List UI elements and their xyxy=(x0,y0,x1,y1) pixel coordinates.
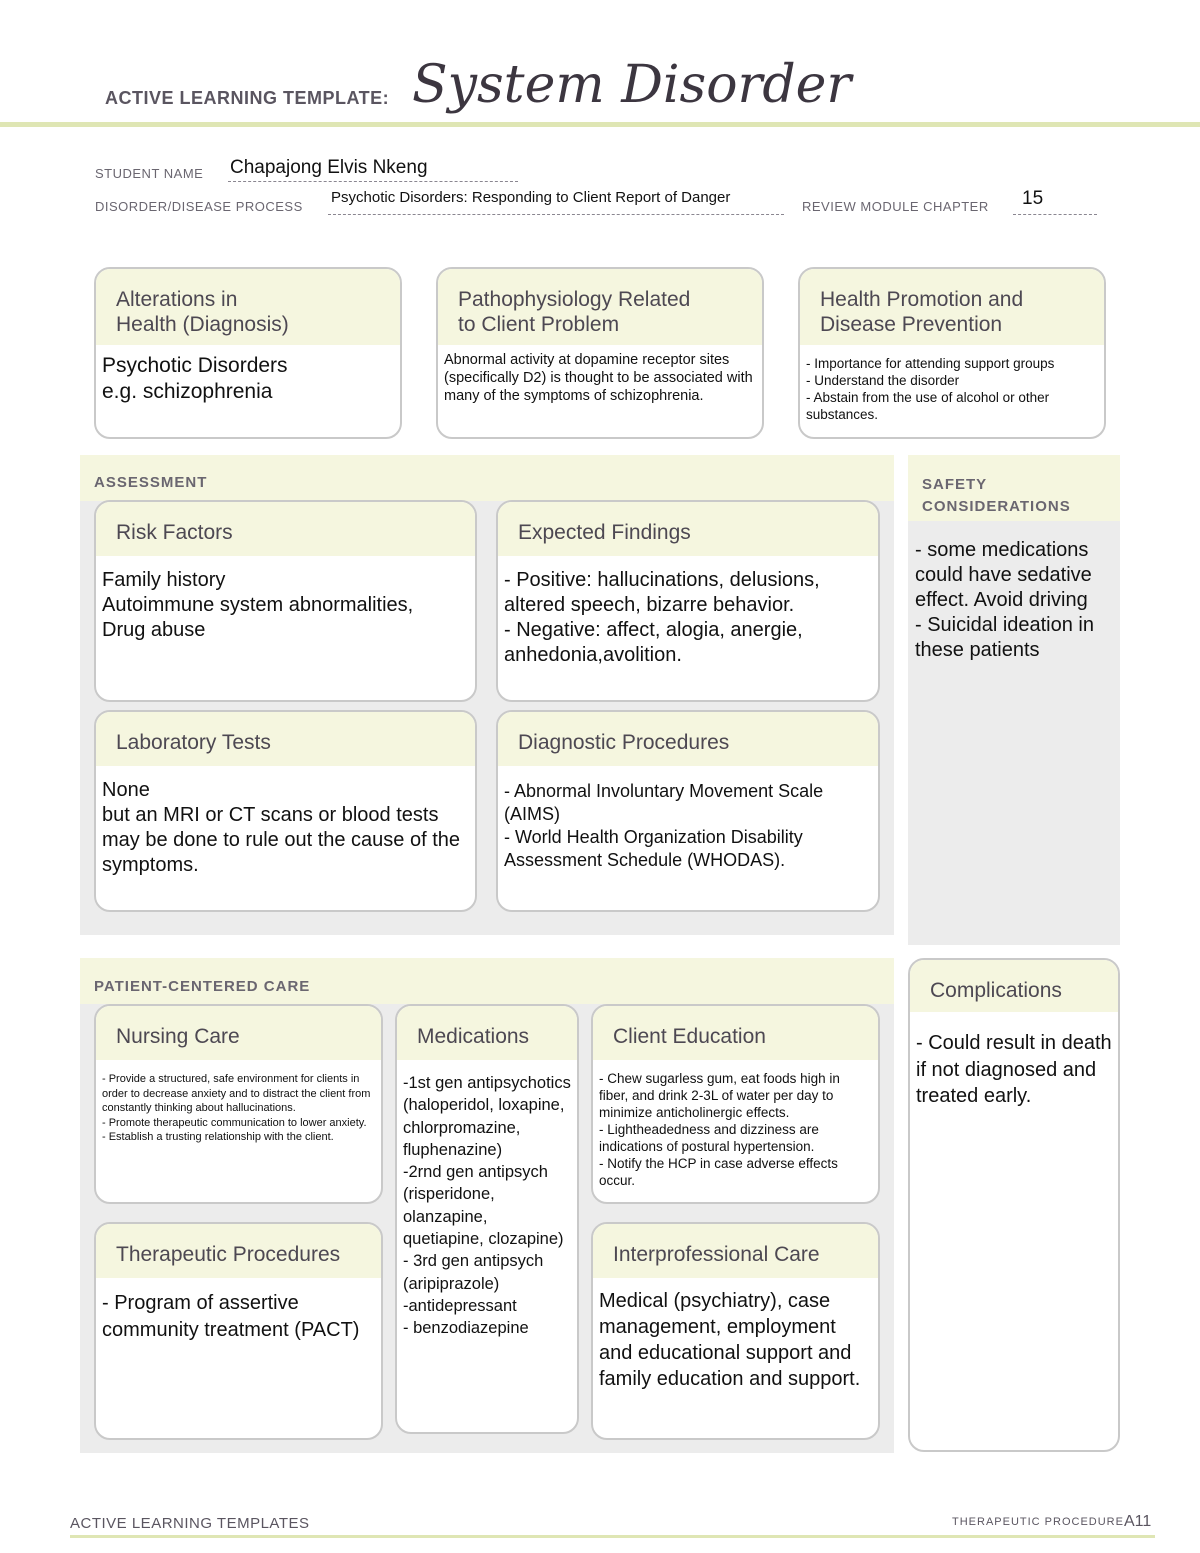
diagnostic-procedures-card xyxy=(496,710,880,912)
safety-heading: SAFETY CONSIDERATIONS xyxy=(922,476,1071,515)
diagnostic-procedures-title: Diagnostic Procedures xyxy=(498,712,878,766)
disorder-label: DISORDER/DISEASE PROCESS xyxy=(95,199,303,214)
medications-body[interactable]: -1st gen antipsychotics (haloperidol, loxapine, chlorpromazine, fluphenazine) -2rnd gen antipsych (risperidone, olanzapine, quetiapine, clozapine) - 3rd gen antipsych (aripiprazole) -antidepressant - benzodiazepine xyxy=(403,1074,571,1338)
assessment-heading: ASSESSMENT xyxy=(94,474,208,491)
safety-panel xyxy=(908,455,1120,945)
risk-factors-body[interactable]: Family history Autoimmune system abnormalities, Drug abuse xyxy=(102,569,414,641)
alterations-title: Alterations in Health (Diagnosis) xyxy=(96,269,400,345)
complications-title: Complications xyxy=(910,960,1118,1012)
therapeutic-procedures-card xyxy=(94,1222,383,1440)
client-education-title: Client Education xyxy=(593,1006,878,1060)
health-promotion-card xyxy=(798,267,1106,439)
student-name-label: STUDENT NAME xyxy=(95,166,204,181)
alterations-card xyxy=(94,267,402,439)
template-label: ACTIVE LEARNING TEMPLATE: xyxy=(105,88,390,108)
complications-card xyxy=(908,958,1120,1452)
patient-centered-care-heading: PATIENT-CENTERED CARE xyxy=(94,978,311,995)
risk-factors-title: Risk Factors xyxy=(96,502,475,556)
disorder-underline xyxy=(328,214,784,215)
header-rule xyxy=(0,122,1200,127)
interprofessional-care-title: Interprofessional Care xyxy=(593,1224,878,1278)
risk-factors-card xyxy=(94,500,477,702)
medications-title: Medications xyxy=(397,1006,577,1060)
laboratory-tests-card xyxy=(94,710,477,912)
alterations-body[interactable]: Psychotic Disorders e.g. schizophrenia xyxy=(102,354,288,403)
health-promotion-body[interactable]: - Importance for attending support groups - Understand the disorder - Abstain from the use of alcohol or other substances. xyxy=(806,356,1055,422)
client-education-body[interactable]: - Chew sugarless gum, eat foods high in fiber, and drink 2-3L of water per day to minimize anticholinergic effects. - Lightheadedness and dizziness are indications of postural hypertension. - Notify the HCP in case adverse effects occur. xyxy=(599,1071,840,1188)
therapeutic-procedures-title: Therapeutic Procedures xyxy=(96,1224,381,1278)
interprofessional-care-card xyxy=(591,1222,880,1440)
template-title: System Disorder xyxy=(412,55,852,115)
safety-body[interactable]: - some medications could have sedative effect. Avoid driving - Suicidal ideation in these patients xyxy=(915,539,1094,661)
student-name-underline xyxy=(228,181,518,182)
laboratory-tests-body[interactable]: None but an MRI or CT scans or blood tests may be done to rule out the cause of the symptoms. xyxy=(102,779,461,876)
chapter-label: REVIEW MODULE CHAPTER xyxy=(802,199,989,214)
nursing-care-body[interactable]: - Provide a structured, safe environment for clients in order to decrease anxiety and to distract the client from constantly thinking about hallucinations. - Promote therapeutic communication to lower anxiety. - Establish a trusting relationship with the client. xyxy=(102,1073,371,1143)
expected-findings-title: Expected Findings xyxy=(498,502,878,556)
expected-findings-card xyxy=(496,500,880,702)
footer-page-number: A11 xyxy=(1124,1513,1152,1530)
client-education-card xyxy=(591,1004,880,1204)
laboratory-tests-title: Laboratory Tests xyxy=(96,712,475,766)
chapter-underline xyxy=(1013,214,1097,215)
expected-findings-body[interactable]: - Positive: hallucinations, delusions, altered speech, bizarre behavior. - Negative: affect, alogia, anergie, anhedonia,avolition. xyxy=(504,569,820,666)
complications-body[interactable]: - Could result in death if not diagnosed and treated early. xyxy=(916,1032,1112,1107)
diagnostic-procedures-body[interactable]: - Abnormal Involuntary Movement Scale (AIMS) - World Health Organization Disability Assessment Schedule (WHODAS). xyxy=(504,781,824,870)
student-name-field[interactable]: Chapajong Elvis Nkeng xyxy=(230,157,428,178)
footer-right: THERAPEUTIC PROCEDURE xyxy=(952,1516,1124,1528)
health-promotion-title: Health Promotion and Disease Prevention xyxy=(800,269,1104,345)
interprofessional-care-body[interactable]: Medical (psychiatry), case management, employment and educational support and family education and support. xyxy=(599,1290,861,1390)
nursing-care-title: Nursing Care xyxy=(96,1006,381,1060)
nursing-care-card xyxy=(94,1004,383,1204)
footer-rule xyxy=(70,1535,1155,1538)
therapeutic-procedures-body[interactable]: - Program of assertive community treatment (PACT) xyxy=(102,1292,360,1341)
medications-card xyxy=(395,1004,579,1434)
footer-left: ACTIVE LEARNING TEMPLATES xyxy=(70,1515,310,1532)
disorder-field[interactable]: Psychotic Disorders: Responding to Client Report of Danger xyxy=(331,189,731,206)
pathophysiology-title: Pathophysiology Related to Client Problem xyxy=(438,269,762,345)
pathophysiology-body[interactable]: Abnormal activity at dopamine receptor sites (specifically D2) is thought to be associated with many of the symptoms of schizophrenia. xyxy=(444,352,753,404)
chapter-field[interactable]: 15 xyxy=(1022,188,1044,209)
pathophysiology-card xyxy=(436,267,764,439)
